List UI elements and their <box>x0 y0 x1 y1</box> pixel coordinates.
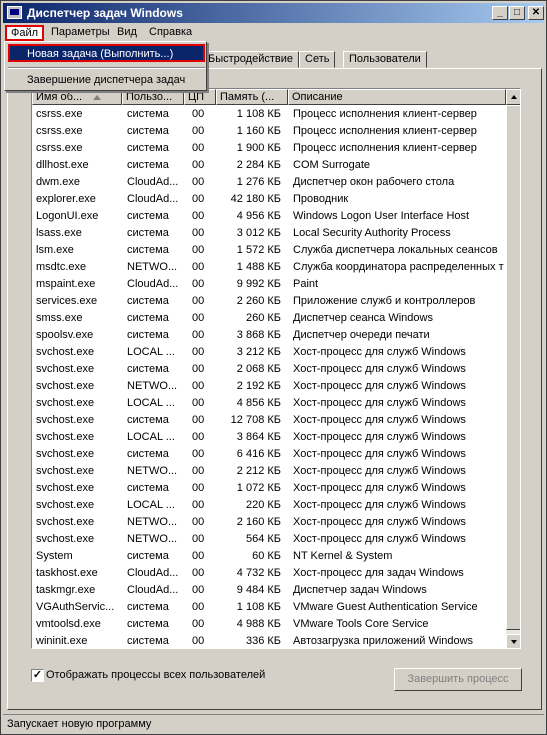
process-memory: 4 956 КБ <box>236 210 281 222</box>
process-name: taskhost.exe <box>36 567 98 579</box>
process-cpu: 00 <box>192 108 205 120</box>
table-row[interactable] <box>32 140 506 157</box>
process-description: Хост-процесс для служб Windows <box>293 397 466 409</box>
process-user: система <box>127 244 169 256</box>
process-user: CloudAd... <box>127 584 179 596</box>
process-cpu: 00 <box>192 584 205 596</box>
process-description: Хост-процесс для задач Windows <box>293 567 464 579</box>
table-row[interactable] <box>32 293 506 310</box>
process-memory: 2 284 КБ <box>236 159 281 171</box>
process-description: Хост-процесс для служб Windows <box>293 431 466 443</box>
process-user: NETWO... <box>127 465 178 477</box>
process-name: svchost.exe <box>36 448 95 460</box>
menu-help[interactable]: Справка <box>149 26 193 38</box>
process-cpu: 00 <box>192 346 205 358</box>
process-name: dwm.exe <box>36 176 81 188</box>
show-all-checkbox[interactable]: ✓ <box>32 669 43 681</box>
process-description: Процесс исполнения клиент-сервер <box>293 108 477 120</box>
process-user: NETWO... <box>127 516 178 528</box>
table-row[interactable] <box>32 531 506 548</box>
menu-item-exit[interactable]: Завершение диспетчера задач <box>27 74 186 86</box>
process-description: VMware Tools Core Service <box>293 618 429 630</box>
menu-file[interactable]: Файл <box>5 25 44 41</box>
table-row[interactable] <box>32 616 506 633</box>
process-description: VMware Guest Authentication Service <box>293 601 478 613</box>
process-memory: 220 КБ <box>245 499 281 511</box>
process-description: Хост-процесс для служб Windows <box>293 414 466 426</box>
process-name: svchost.exe <box>36 380 95 392</box>
process-cpu: 00 <box>192 448 205 460</box>
process-user: LOCAL ... <box>127 397 175 409</box>
process-user: система <box>127 618 169 630</box>
process-name: svchost.exe <box>36 482 95 494</box>
list-header <box>32 89 506 105</box>
process-description: Диспетчер очереди печати <box>293 329 430 341</box>
process-description: Диспетчер сеанса Windows <box>293 312 433 324</box>
table-row[interactable] <box>32 412 506 429</box>
process-cpu: 00 <box>192 159 205 171</box>
process-user: LOCAL ... <box>127 431 175 443</box>
process-description: Хост-процесс для служб Windows <box>293 363 466 375</box>
table-row[interactable] <box>32 378 506 395</box>
process-memory: 260 КБ <box>245 312 281 324</box>
process-cpu: 00 <box>192 312 205 324</box>
process-name: wininit.exe <box>36 635 88 647</box>
table-row[interactable] <box>32 463 506 480</box>
column-header-user[interactable]: Пользо... <box>122 89 184 105</box>
column-header-cpu[interactable]: ЦП <box>184 89 216 105</box>
process-memory: 2 192 КБ <box>236 380 281 392</box>
process-memory: 1 072 КБ <box>236 482 281 494</box>
process-name: svchost.exe <box>36 431 95 443</box>
process-name: csrss.exe <box>36 108 83 120</box>
process-memory: 1 488 КБ <box>236 261 281 273</box>
process-name: dllhost.exe <box>36 159 89 171</box>
file-menu-dropdown <box>4 41 207 91</box>
process-name: svchost.exe <box>36 346 95 358</box>
table-row[interactable] <box>32 344 506 361</box>
table-row[interactable] <box>32 259 506 276</box>
process-cpu: 00 <box>192 550 205 562</box>
table-row[interactable] <box>32 480 506 497</box>
process-description: Хост-процесс для служб Windows <box>293 516 466 528</box>
process-user: система <box>127 635 169 647</box>
process-name: svchost.exe <box>36 397 95 409</box>
maximize-button[interactable]: □ <box>509 6 525 20</box>
process-memory: 1 108 КБ <box>236 108 281 120</box>
table-row[interactable] <box>32 395 506 412</box>
process-description: Служба диспетчера локальных сеансов <box>293 244 498 256</box>
process-memory: 336 КБ <box>245 635 281 647</box>
menu-item-new-task[interactable]: Новая задача (Выполнить...) <box>8 44 205 62</box>
process-user: система <box>127 363 169 375</box>
scroll-up-icon[interactable] <box>506 89 521 105</box>
process-memory: 2 160 КБ <box>236 516 281 528</box>
process-description: Процесс исполнения клиент-сервер <box>293 125 477 137</box>
process-memory: 60 КБ <box>252 550 281 562</box>
process-user: система <box>127 448 169 460</box>
process-description: Paint <box>293 278 319 290</box>
process-user: система <box>127 312 169 324</box>
process-cpu: 00 <box>192 635 205 647</box>
process-cpu: 00 <box>192 261 205 273</box>
sort-ascending-icon <box>93 95 101 100</box>
table-row[interactable] <box>32 123 506 140</box>
process-memory: 3 012 КБ <box>236 227 281 239</box>
process-name: System <box>36 550 73 562</box>
process-memory: 1 276 КБ <box>236 176 281 188</box>
process-cpu: 00 <box>192 533 205 545</box>
column-header-memory[interactable]: Память (... <box>216 89 288 105</box>
process-cpu: 00 <box>192 193 205 205</box>
process-memory: 2 260 КБ <box>236 295 281 307</box>
process-memory: 564 КБ <box>245 533 281 545</box>
process-description: Windows Logon User Interface Host <box>293 210 470 222</box>
process-cpu: 00 <box>192 125 205 137</box>
process-cpu: 00 <box>192 414 205 426</box>
process-cpu: 00 <box>192 244 205 256</box>
process-memory: 2 068 КБ <box>236 363 281 375</box>
table-row[interactable] <box>32 565 506 582</box>
table-row[interactable] <box>32 599 506 616</box>
process-description: Диспетчер окон рабочего стола <box>293 176 455 188</box>
process-description: Хост-процесс для служб Windows <box>293 533 466 545</box>
process-name: svchost.exe <box>36 465 95 477</box>
process-name: spoolsv.exe <box>36 329 94 341</box>
column-name-label: Имя об... <box>36 91 83 103</box>
process-memory: 1 572 КБ <box>236 244 281 256</box>
menu-parameters[interactable]: Параметры <box>51 26 110 38</box>
process-cpu: 00 <box>192 499 205 511</box>
table-row[interactable] <box>32 208 506 225</box>
process-user: система <box>127 414 169 426</box>
column-header-name[interactable] <box>32 89 122 105</box>
process-description: Хост-процесс для служб Windows <box>293 448 466 460</box>
process-cpu: 00 <box>192 295 205 307</box>
process-cpu: 00 <box>192 516 205 528</box>
process-user: система <box>127 295 169 307</box>
process-user: CloudAd... <box>127 567 179 579</box>
table-row[interactable] <box>32 633 506 649</box>
process-description: Приложение служб и контроллеров <box>293 295 476 307</box>
process-user: NETWO... <box>127 380 178 392</box>
process-description: NT Kernel & System <box>293 550 393 562</box>
process-cpu: 00 <box>192 618 205 630</box>
table-row[interactable] <box>32 361 506 378</box>
table-row[interactable] <box>32 225 506 242</box>
process-memory: 3 212 КБ <box>236 346 281 358</box>
process-cpu: 00 <box>192 431 205 443</box>
process-cpu: 00 <box>192 567 205 579</box>
process-cpu: 00 <box>192 465 205 477</box>
process-name: VGAuthServic... <box>36 601 115 613</box>
process-memory: 2 212 КБ <box>236 465 281 477</box>
process-user: LOCAL ... <box>127 346 175 358</box>
process-user: система <box>127 550 169 562</box>
window-title: Диспетчер задач Windows <box>27 6 183 20</box>
status-text: Запускает новую программу <box>7 718 152 730</box>
process-description: Диспетчер задач Windows <box>293 584 427 596</box>
table-row[interactable] <box>32 174 506 191</box>
process-memory: 1 900 КБ <box>236 142 281 154</box>
table-row[interactable] <box>32 582 506 599</box>
process-memory: 1 108 КБ <box>236 601 281 613</box>
tab-network[interactable]: Сеть <box>299 51 335 68</box>
process-name: svchost.exe <box>36 533 95 545</box>
process-description: COM Surrogate <box>293 159 371 171</box>
menu-separator <box>8 67 205 69</box>
process-memory: 4 856 КБ <box>236 397 281 409</box>
process-user: система <box>127 329 169 341</box>
process-description: Служба координатора распределенных т <box>293 261 504 273</box>
process-user: система <box>127 601 169 613</box>
process-memory: 12 708 КБ <box>230 414 281 426</box>
process-description: Хост-процесс для служб Windows <box>293 346 466 358</box>
menu-bar <box>3 24 544 42</box>
process-memory: 1 160 КБ <box>236 125 281 137</box>
process-user: система <box>127 142 169 154</box>
table-row[interactable] <box>32 157 506 174</box>
process-cpu: 00 <box>192 142 205 154</box>
process-cpu: 00 <box>192 482 205 494</box>
process-user: система <box>127 227 169 239</box>
process-description: Хост-процесс для служб Windows <box>293 380 466 392</box>
process-user: система <box>127 108 169 120</box>
process-user: NETWO... <box>127 261 178 273</box>
process-cpu: 00 <box>192 176 205 188</box>
process-memory: 9 484 КБ <box>236 584 281 596</box>
process-user: LOCAL ... <box>127 499 175 511</box>
status-bar <box>3 714 544 732</box>
process-user: CloudAd... <box>127 193 179 205</box>
scroll-thumb[interactable] <box>506 105 521 630</box>
process-cpu: 00 <box>192 278 205 290</box>
process-user: NETWO... <box>127 533 178 545</box>
table-row[interactable] <box>32 327 506 344</box>
table-row[interactable] <box>32 106 506 123</box>
process-name: svchost.exe <box>36 414 95 426</box>
table-row[interactable] <box>32 310 506 327</box>
column-header-description[interactable]: Описание <box>288 89 506 105</box>
process-memory: 4 732 КБ <box>236 567 281 579</box>
process-name: vmtoolsd.exe <box>36 618 101 630</box>
process-user: CloudAd... <box>127 278 179 290</box>
process-list <box>31 88 521 649</box>
process-description: Автозагрузка приложений Windows <box>293 635 474 647</box>
process-name: msdtc.exe <box>36 261 87 273</box>
table-row[interactable] <box>32 429 506 446</box>
process-name: lsass.exe <box>36 227 82 239</box>
process-memory: 42 180 КБ <box>230 193 281 205</box>
process-description: Хост-процесс для служб Windows <box>293 499 466 511</box>
process-cpu: 00 <box>192 210 205 222</box>
table-row[interactable] <box>32 446 506 463</box>
table-row[interactable] <box>32 242 506 259</box>
process-name: svchost.exe <box>36 363 95 375</box>
process-user: система <box>127 125 169 137</box>
end-process-button[interactable]: Завершить процесс <box>394 668 522 691</box>
process-name: svchost.exe <box>36 499 95 511</box>
process-cpu: 00 <box>192 329 205 341</box>
process-description: Процесс исполнения клиент-сервер <box>293 142 477 154</box>
process-memory: 3 868 КБ <box>236 329 281 341</box>
process-name: svchost.exe <box>36 516 95 528</box>
table-row[interactable] <box>32 191 506 208</box>
process-rows <box>32 106 506 649</box>
menu-view[interactable]: Вид <box>117 26 137 38</box>
process-name: LogonUI.exe <box>36 210 99 222</box>
process-description: Хост-процесс для служб Windows <box>293 465 466 477</box>
scroll-down-icon[interactable] <box>506 634 521 649</box>
tab-users[interactable]: Пользователи <box>343 51 427 68</box>
process-name: lsm.exe <box>36 244 74 256</box>
process-description: Проводник <box>293 193 349 205</box>
table-row[interactable] <box>32 497 506 514</box>
process-name: csrss.exe <box>36 125 83 137</box>
process-user: CloudAd... <box>127 176 179 188</box>
title-bar[interactable] <box>3 3 544 23</box>
process-memory: 6 416 КБ <box>236 448 281 460</box>
process-name: mspaint.exe <box>36 278 96 290</box>
process-memory: 4 988 КБ <box>236 618 281 630</box>
process-description: Local Security Authority Process <box>293 227 451 239</box>
process-user: система <box>127 159 169 171</box>
process-name: explorer.exe <box>36 193 96 205</box>
close-button[interactable]: ✕ <box>528 6 544 20</box>
tab-performance[interactable]: Быстродействие <box>202 51 299 68</box>
process-memory: 3 864 КБ <box>236 431 281 443</box>
table-row[interactable] <box>32 276 506 293</box>
process-cpu: 00 <box>192 380 205 392</box>
process-name: taskmgr.exe <box>36 584 96 596</box>
process-cpu: 00 <box>192 363 205 375</box>
process-description: Хост-процесс для служб Windows <box>293 482 466 494</box>
process-memory: 9 992 КБ <box>236 278 281 290</box>
process-user: система <box>127 482 169 494</box>
process-name: smss.exe <box>36 312 83 324</box>
minimize-button[interactable]: _ <box>492 6 508 20</box>
table-row[interactable] <box>32 548 506 565</box>
process-cpu: 00 <box>192 227 205 239</box>
process-user: система <box>127 210 169 222</box>
show-all-label[interactable]: Отображать процессы всех пользователей <box>46 669 266 681</box>
process-cpu: 00 <box>192 397 205 409</box>
process-name: csrss.exe <box>36 142 83 154</box>
process-cpu: 00 <box>192 601 205 613</box>
table-row[interactable] <box>32 514 506 531</box>
vertical-scrollbar[interactable] <box>506 89 521 649</box>
task-manager-icon <box>7 6 22 19</box>
process-name: services.exe <box>36 295 98 307</box>
